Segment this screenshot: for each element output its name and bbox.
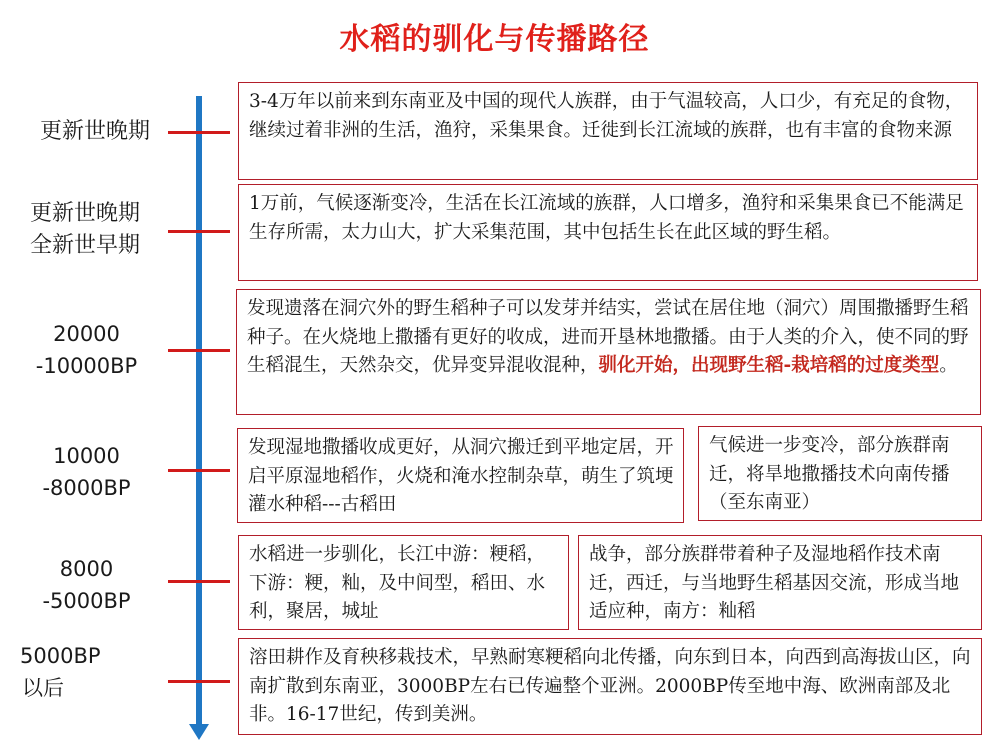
description-box-early-holocene <box>238 184 978 281</box>
period-label <box>14 318 159 382</box>
period-label <box>14 440 159 504</box>
timeline-tick <box>168 469 230 472</box>
period-label-line: 8000 <box>59 557 114 581</box>
description-box-late-pleistocene <box>238 82 978 180</box>
description-box-10000-8000bp-left <box>237 428 684 523</box>
timeline-axis <box>196 96 202 728</box>
period-label-line: 更新世晚期 <box>29 201 140 226</box>
description-box-10000-8000bp-right <box>698 426 982 521</box>
description-box-after-5000bp <box>238 638 982 735</box>
description-text-end: 。 <box>939 355 958 376</box>
description-box-8000-5000bp-right <box>578 535 982 630</box>
period-label-line: 以后 <box>22 676 64 700</box>
period-label-line: 20000 <box>53 322 120 346</box>
description-text: 战争，部分族群带着种子及湿地稻作技术南迁，西迁，与当地野生稻基因交流，形成当地适应种，南方：籼稻 <box>589 544 960 622</box>
period-label <box>20 116 170 148</box>
period-label-line: -10000BP <box>35 354 138 378</box>
description-text: 1万前，气候逐渐变冷，生活在长江流域的族群，人口增多，渔狩和采集果食已不能满足生存所需，太力山大，扩大采集范围，其中包括生长在此区域的野生稻。 <box>249 193 964 243</box>
period-label-line: 5000BP <box>20 644 101 668</box>
timeline-tick <box>168 580 230 583</box>
description-box-8000-5000bp-left <box>238 535 569 630</box>
timeline-arrow-icon <box>189 724 209 740</box>
description-text: 水稻进一步驯化，长江中游：粳稻，下游：粳，籼，及中间型，稻田、水利，聚居，城址 <box>249 544 546 622</box>
period-label-line: 10000 <box>53 444 120 468</box>
timeline-tick <box>168 680 230 683</box>
description-box-20000-10000bp <box>236 289 981 415</box>
description-text: 3-4万年以前来到东南亚及中国的现代人族群，由于气温较高，人口少，有充足的食物，继续过着非洲的生活，渔狩，采集果食。迁徙到长江流域的族群，也有丰富的食物来源 <box>249 91 964 141</box>
period-label-line: -8000BP <box>42 476 131 500</box>
timeline-tick <box>168 349 230 352</box>
period-label <box>10 198 160 262</box>
period-label-line: -5000BP <box>42 589 131 613</box>
description-text: 发现遗落在洞穴外的野生稻种子可以发芽并结实，尝试在居住地（洞穴）周围撒播野生稻种子。在火烧地上撒播有更好的收成，进而开垦林地撒播。由于人类的介入，使不同的野生稻混生，天然杂交，优异变异混收混种， <box>247 298 969 376</box>
timeline-tick <box>168 230 230 233</box>
period-label-line: 全新世早期 <box>29 233 140 258</box>
description-text: 溶田耕作及育秧移栽技术，早熟耐寒粳稻向北传播，向东到日本，向西到高海拔山区，向南扩散到东南亚，3000BP左右已传遍整个亚洲。2000BP传至地中海、欧洲南部及北非。16-17世纪，传到美洲。 <box>249 647 971 725</box>
description-text: 气候进一步变冷，部分族群南迁，将旱地撒播技术向南传播（至东南亚） <box>709 435 950 513</box>
period-label <box>14 553 159 617</box>
page-title: 水稻的驯化与传播路径 <box>339 22 650 57</box>
period-label-line: 更新世晚期 <box>39 119 150 144</box>
timeline-tick <box>168 131 230 134</box>
period-label <box>20 640 130 704</box>
highlight-text: 驯化开始，出现野生稻-栽培稻的过度类型 <box>598 355 940 376</box>
description-text: 发现湿地撒播收成更好，从洞穴搬迁到平地定居，开启平原湿地稻作，火烧和淹水控制杂草，萌生了筑埂灌水种稻---古稻田 <box>248 437 674 515</box>
